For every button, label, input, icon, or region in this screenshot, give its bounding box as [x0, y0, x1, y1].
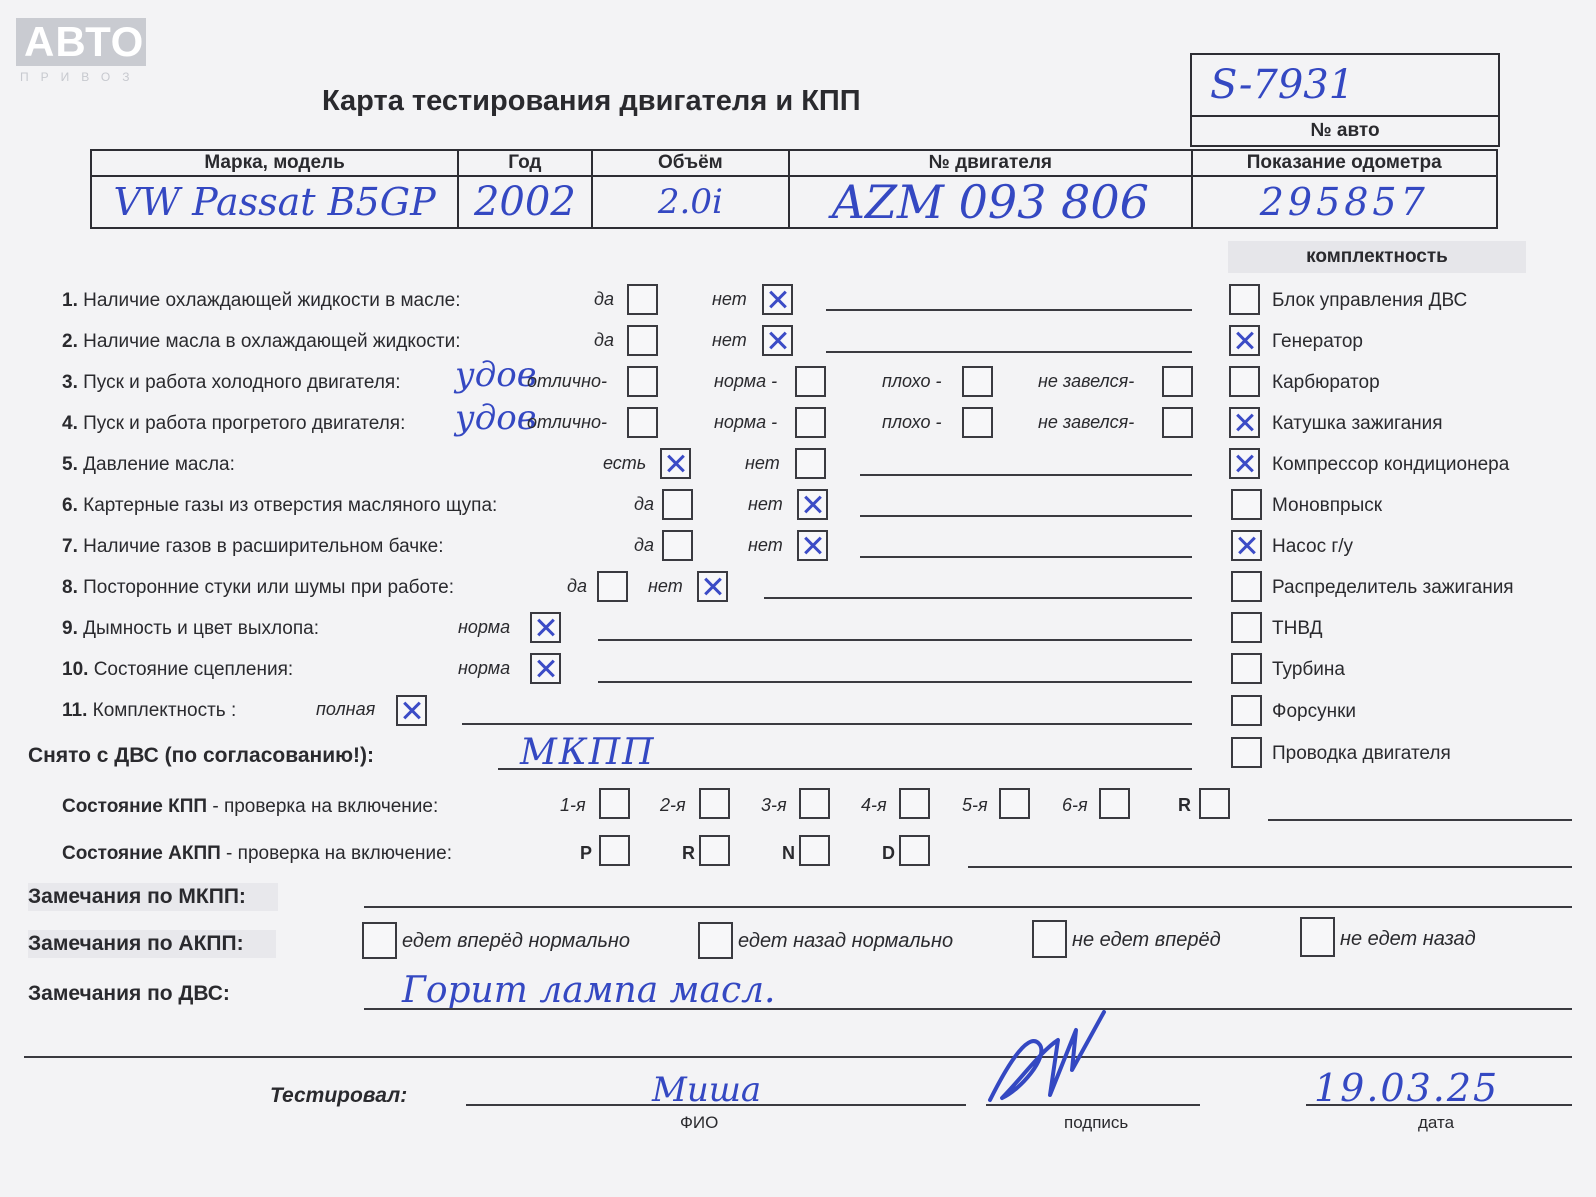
check-2-option-no: нет	[712, 330, 747, 350]
check-1-option-yes: да	[594, 289, 614, 309]
avtoprivoz-logo	[16, 18, 146, 84]
check-6-option-no: нет	[748, 494, 783, 514]
check-8-note-line	[764, 597, 1192, 599]
check-8-option-no: нет	[648, 576, 683, 596]
akpp-backward-ok-checkbox[interactable]	[698, 922, 733, 959]
kpp-gear-2-label: 2-я	[660, 795, 686, 815]
check-9-normal-checkbox[interactable]	[530, 612, 561, 643]
check-num-9: 9.	[62, 618, 78, 639]
value-odometer: 295857	[1192, 176, 1497, 228]
check-4-handwritten-note: удов	[455, 398, 537, 438]
check-4-option-normal: норма -	[714, 412, 778, 432]
tester-name-caption: ФИО	[680, 1113, 719, 1132]
auto-number-label: № авто	[1310, 120, 1380, 141]
auto-number-box	[1190, 53, 1500, 147]
check-num-2: 2.	[62, 331, 78, 352]
komplekt-item-5-checkbox[interactable]	[1229, 448, 1260, 479]
check-num-3: 3.	[62, 372, 78, 393]
komplekt-item-5-label: Компрессор кондиционера	[1272, 454, 1510, 475]
date-line	[1306, 1104, 1572, 1106]
akpp-rest: - проверка на включение:	[220, 843, 452, 864]
check-num-7: 7.	[62, 536, 78, 557]
auto-number-value: S-7931	[1192, 55, 1498, 117]
akpp-no-forward-checkbox[interactable]	[1032, 920, 1067, 958]
remarks-mkpp-label: Замечания по МКПП:	[28, 883, 278, 911]
vehicle-info-table	[90, 149, 1498, 229]
check-4-excellent-checkbox[interactable]	[627, 407, 658, 438]
komplekt-item-9-checkbox[interactable]	[1231, 612, 1262, 643]
check-5-option-yes: есть	[603, 453, 647, 473]
check-num-5: 5.	[62, 454, 78, 475]
check-6-option-yes: да	[634, 494, 654, 514]
remarks-extra-line	[24, 1056, 1572, 1058]
kpp-gear-1-label: 1-я	[560, 795, 586, 815]
check-num-10: 10.	[62, 659, 89, 680]
check-5-note-line	[860, 474, 1192, 476]
kpp-gear-3-label: 3-я	[761, 795, 787, 815]
value-year: 2002	[458, 176, 591, 228]
akpp-backward-ok-label: едет назад нормально	[738, 930, 954, 952]
akpp-mode-n-label: N	[782, 843, 795, 863]
komplekt-item-4-checkbox[interactable]	[1229, 407, 1260, 438]
check-3-option-nostart: не завелся-	[1038, 371, 1135, 391]
akpp-no-forward-label: не едет вперёд	[1072, 929, 1221, 951]
signature-line	[986, 1104, 1200, 1106]
check-10-option-normal: норма	[458, 658, 511, 678]
remarks-dvs-label: Замечания по ДВС:	[28, 982, 230, 1005]
tester-name-line	[466, 1104, 966, 1106]
check-text-11: Комплектность :	[92, 700, 237, 721]
akpp-check-label	[62, 843, 452, 865]
akpp-mode-n-checkbox[interactable]	[799, 835, 830, 866]
check-item-9	[62, 618, 319, 640]
check-item-5	[62, 454, 235, 476]
check-text-4: Пуск и работа прогретого двигателя:	[83, 413, 406, 434]
komplekt-item-10-checkbox[interactable]	[1231, 653, 1262, 684]
kpp-gear-6-label: 6-я	[1062, 795, 1088, 815]
komplekt-item-9-label: ТНВД	[1272, 618, 1323, 639]
akpp-mode-d-checkbox[interactable]	[899, 835, 930, 866]
check-3-nostart-checkbox[interactable]	[1162, 366, 1193, 397]
check-4-option-nostart: не завелся-	[1038, 412, 1135, 432]
check-5-option-no: нет	[745, 453, 780, 473]
check-1-no-checkbox[interactable]	[762, 284, 793, 315]
check-8-no-checkbox[interactable]	[697, 571, 728, 602]
check-text-2: Наличие масла в охлаждающей жидкости:	[83, 331, 461, 352]
check-text-1: Наличие охлаждающей жидкости в масле:	[83, 290, 461, 311]
check-8-option-yes: да	[567, 576, 587, 596]
komplekt-item-7-checkbox[interactable]	[1231, 530, 1262, 561]
komplekt-item-12-checkbox[interactable]	[1231, 737, 1262, 768]
check-5-no-checkbox[interactable]	[795, 448, 826, 479]
check-num-1: 1.	[62, 290, 78, 311]
komplekt-item-1-label: Блок управления ДВС	[1272, 290, 1468, 311]
check-7-no-checkbox[interactable]	[797, 530, 828, 561]
kpp-bold: Состояние КПП	[62, 796, 208, 817]
check-text-5: Давление масла:	[83, 454, 235, 475]
check-6-yes-checkbox[interactable]	[662, 489, 693, 520]
check-8-yes-checkbox[interactable]	[597, 571, 628, 602]
check-4-option-excellent: отлично-	[527, 412, 607, 432]
header-label-volume: Объём	[592, 150, 790, 176]
check-11-note-line	[462, 723, 1192, 725]
remarks-dvs-line	[364, 1008, 1572, 1010]
header-label-year: Год	[458, 150, 591, 176]
komplekt-item-1-checkbox[interactable]	[1229, 284, 1260, 315]
value-model: VW Passat B5GP	[91, 176, 458, 228]
check-7-yes-checkbox[interactable]	[662, 530, 693, 561]
check-1-yes-checkbox[interactable]	[627, 284, 658, 315]
vehicle-info-header-row	[91, 150, 1497, 176]
kpp-gear-1-checkbox[interactable]	[599, 788, 630, 819]
komplekt-item-4-label: Катушка зажигания	[1272, 413, 1443, 434]
komplekt-item-7-label: Насос г/у	[1272, 536, 1354, 557]
check-text-10: Состояние сцепления:	[93, 659, 294, 680]
kpp-rest: - проверка на включение:	[207, 796, 439, 817]
kpp-note-line	[1268, 819, 1572, 821]
komplekt-item-12-label: Проводка двигателя	[1272, 743, 1451, 764]
komplekt-item-8-checkbox[interactable]	[1231, 571, 1262, 602]
check-item-3	[62, 372, 401, 394]
header-label-model: Марка, модель	[91, 150, 458, 176]
komplekt-item-6-label: Моновпрыск	[1272, 495, 1383, 516]
check-5-yes-checkbox[interactable]	[660, 448, 691, 479]
check-2-note-line	[826, 351, 1192, 353]
komplekt-item-6-checkbox[interactable]	[1231, 489, 1262, 520]
value-volume: 2.0i	[592, 176, 790, 228]
komplekt-title: комплектность	[1228, 241, 1526, 273]
komplekt-item-3-checkbox[interactable]	[1229, 366, 1260, 397]
check-item-7	[62, 536, 444, 558]
check-num-8: 8.	[62, 577, 78, 598]
check-text-9: Дымность и цвет выхлопа:	[83, 618, 319, 639]
akpp-no-backward-checkbox[interactable]	[1300, 917, 1335, 957]
check-item-1	[62, 290, 461, 312]
kpp-gear-5-label: 5-я	[962, 795, 988, 815]
check-7-option-no: нет	[748, 535, 783, 555]
akpp-mode-d-label: D	[882, 843, 895, 863]
check-3-option-normal: норма -	[714, 371, 778, 391]
komplekt-item-2-checkbox[interactable]	[1229, 325, 1260, 356]
kpp-gear-4-label: 4-я	[861, 795, 887, 815]
check-3-bad-checkbox[interactable]	[962, 366, 993, 397]
test-date: 19.03.25	[1314, 1066, 1500, 1110]
header-label-engine-number: № двигателя	[789, 150, 1191, 176]
komplekt-item-11-label: Форсунки	[1272, 701, 1356, 722]
check-9-note-line	[598, 639, 1192, 641]
removed-label: Снято с ДВС (по согласованию!):	[28, 744, 375, 767]
check-1-option-no: нет	[712, 289, 747, 309]
akpp-forward-ok-checkbox[interactable]	[362, 922, 397, 959]
remarks-mkpp-line	[364, 906, 1572, 908]
date-caption: дата	[1418, 1113, 1455, 1132]
check-3-option-bad: плохо -	[882, 371, 942, 391]
komplekt-item-3-label: Карбюратор	[1272, 372, 1380, 393]
check-11-option-full: полная	[316, 699, 376, 719]
check-4-bad-checkbox[interactable]	[962, 407, 993, 438]
check-7-note-line	[860, 556, 1192, 558]
check-2-no-checkbox[interactable]	[762, 325, 793, 356]
removed-value: МКПП	[520, 732, 656, 773]
kpp-gear-3-checkbox[interactable]	[799, 788, 830, 819]
tester-name: Миша	[652, 1070, 762, 1110]
check-2-option-yes: да	[594, 330, 614, 350]
check-3-handwritten-note: удов	[455, 355, 537, 395]
check-1-note-line	[826, 309, 1192, 311]
akpp-mode-r-label: R	[682, 843, 695, 863]
tested-label: Тестировал:	[270, 1084, 408, 1107]
remarks-dvs-value: Горит лампа масл.	[402, 970, 776, 1011]
check-text-7: Наличие газов в расширительном бачке:	[83, 536, 444, 557]
check-text-3: Пуск и работа холодного двигателя:	[83, 372, 401, 393]
page-title: Карта тестирования двигателя и КПП	[322, 85, 861, 117]
check-item-6	[62, 495, 497, 517]
check-item-2	[62, 331, 461, 353]
check-6-no-checkbox[interactable]	[797, 489, 828, 520]
check-4-nostart-checkbox[interactable]	[1162, 407, 1193, 438]
kpp-gear-5-checkbox[interactable]	[999, 788, 1030, 819]
check-item-4	[62, 413, 405, 435]
akpp-note-line	[968, 866, 1572, 868]
check-4-normal-checkbox[interactable]	[795, 407, 826, 438]
check-item-8	[62, 577, 454, 599]
check-3-normal-checkbox[interactable]	[795, 366, 826, 397]
kpp-gear-6-checkbox[interactable]	[1099, 788, 1130, 819]
check-num-11: 11.	[62, 700, 88, 721]
kpp-check-label	[62, 796, 438, 818]
value-engine-number: AZM 093 806	[789, 176, 1191, 228]
akpp-no-backward-label: не едет назад	[1340, 928, 1476, 950]
check-9-option-normal: норма	[458, 617, 511, 637]
check-6-note-line	[860, 515, 1192, 517]
check-num-4: 4.	[62, 413, 78, 434]
check-10-note-line	[598, 681, 1192, 683]
check-10-normal-checkbox[interactable]	[530, 653, 561, 684]
check-3-excellent-checkbox[interactable]	[627, 366, 658, 397]
check-2-yes-checkbox[interactable]	[627, 325, 658, 356]
check-item-10	[62, 659, 293, 681]
check-11-full-checkbox[interactable]	[396, 695, 427, 726]
akpp-mode-p-label: P	[580, 843, 593, 863]
komplekt-item-11-checkbox[interactable]	[1231, 695, 1262, 726]
check-text-6: Картерные газы из отверстия масляного щупа:	[83, 495, 498, 516]
header-label-odometer: Показание одометра	[1192, 150, 1497, 176]
logo-sub-text: ПРИВОЗ	[20, 70, 142, 84]
komplekt-item-10-label: Турбина	[1272, 659, 1345, 680]
check-num-6: 6.	[62, 495, 78, 516]
check-item-11	[62, 700, 236, 722]
signature-image	[980, 1000, 1130, 1110]
logo-main-text: АВТО	[16, 18, 146, 66]
check-3-option-excellent: отлично-	[527, 371, 607, 391]
kpp-gear-r-label: R	[1178, 795, 1191, 815]
vehicle-info-value-row	[91, 176, 1497, 228]
remarks-akpp-label: Замечания по АКПП:	[28, 930, 276, 958]
akpp-forward-ok-label: едет вперёд нормально	[402, 930, 631, 952]
removed-line	[498, 768, 1192, 770]
akpp-bold: Состояние АКПП	[62, 843, 221, 864]
kpp-gear-4-checkbox[interactable]	[899, 788, 930, 819]
komplekt-item-8-label: Распределитель зажигания	[1272, 577, 1514, 598]
check-text-8: Посторонние стуки или шумы при работе:	[83, 577, 454, 598]
komplekt-item-2-label: Генератор	[1272, 331, 1363, 352]
kpp-gear-2-checkbox[interactable]	[699, 788, 730, 819]
akpp-mode-p-checkbox[interactable]	[599, 835, 630, 866]
signature-caption: подпись	[1064, 1113, 1129, 1132]
check-4-option-bad: плохо -	[882, 412, 942, 432]
kpp-gear-r-checkbox[interactable]	[1199, 788, 1230, 819]
check-7-option-yes: да	[634, 535, 654, 555]
akpp-mode-r-checkbox[interactable]	[699, 835, 730, 866]
